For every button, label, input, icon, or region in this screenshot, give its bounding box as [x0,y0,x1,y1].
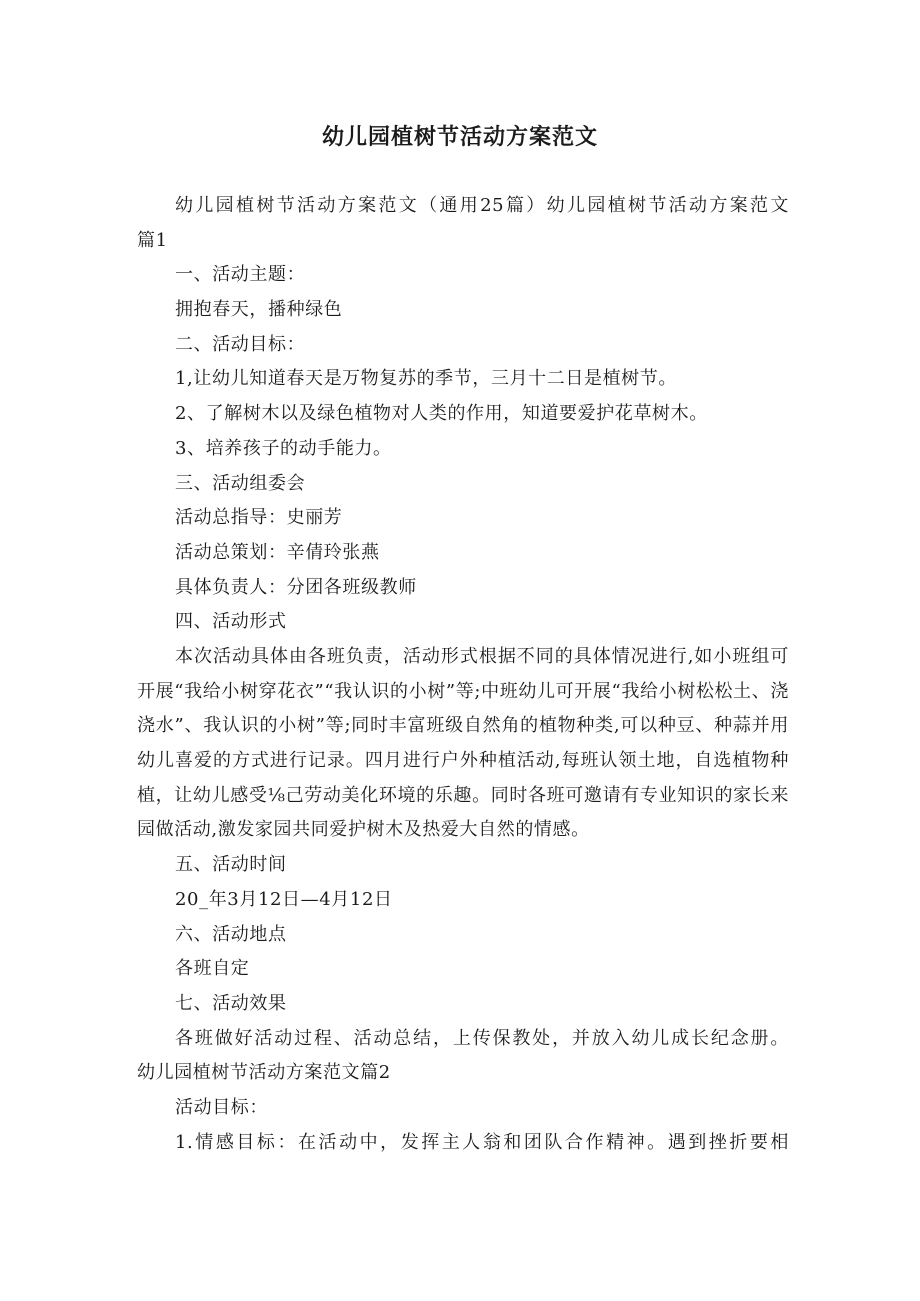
goal-item-2: 2、了解树木以及绿色植物对人类的作用，知道要爱护花草树木。 [175,403,708,425]
section-heading-committee: 三、活动组委会 [175,472,306,494]
section-heading-theme: 一、活动主题： [175,264,306,286]
committee-responsible: 具体负责人：分团各班级教师 [175,576,417,598]
goal-item-3: 3、培养孩子的动手能力。 [175,437,392,459]
theme-text: 拥抱春天，播种绿色 [175,299,343,321]
section-heading-goals: 二、活动目标： [175,333,306,355]
section-heading-effect: 七、活动效果 [175,992,287,1014]
committee-planner: 活动总策划：辛倩玲张燕 [175,541,380,563]
location-text: 各班自定 [175,958,250,980]
goal-item-1: 1,让幼儿知道春天是万物复苏的季节，三月十二日是植树节。 [175,368,677,390]
document-title: 幼儿园植树节活动方案范文 [321,125,598,150]
committee-director: 活动总指导：史丽芳 [175,507,343,529]
part2-goal-1: 1.情感目标：在活动中，发挥主人翁和团队合作精神。遇到挫折要相 [175,1131,789,1153]
part2-goals-heading: 活动目标： [175,1096,268,1118]
format-paragraph: 本次活动具体由各班负责，活动形式根据不同的具体情况进行,如小班组可开展“我给小树穿花衣”“我认识的小树”等;中班幼儿可开展“我给小树松松土、浇浇水”、我认识的小树”等;同时丰富班级自然角的植物种类,可以种豆、种蒜并用幼儿喜爱的方式进行记录。四月进行户外种植活动,每班认领土地，自选植物种植，让幼儿感受⅛己劳动美化环境的乐趣。同时各班可邀请有专业知识的家长来园做活动,激发家园共同爱护树木及热爱大自然的情感。 [137,645,789,841]
intro-line-continued: 篇1 [137,229,168,251]
section-heading-time: 五、活动时间 [175,854,287,876]
document-body [137,189,789,1160]
section-heading-format: 四、活动形式 [175,611,287,633]
intro-line: 幼儿园植树节活动方案范文（通用25篇）幼儿园植树节活动方案范文 [175,195,789,216]
time-text: 20_年3月12日—4月12日 [175,888,393,910]
part2-title: 幼儿园植树节活动方案范文篇2 [137,1062,391,1084]
effect-text: 各班做好活动过程、活动总结，上传保教处，并放入幼儿成长纪念册。 [175,1027,789,1049]
section-heading-location: 六、活动地点 [175,923,287,945]
